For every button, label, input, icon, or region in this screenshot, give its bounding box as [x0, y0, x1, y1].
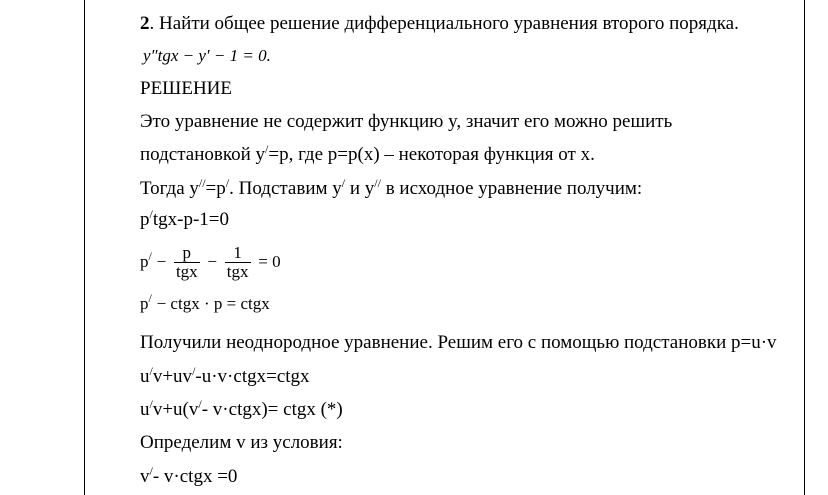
problem-equation: y″tgx − y′ − 1 = 0. — [143, 46, 271, 65]
paragraph-7: Получили неоднородное уравнение. Решим его с помощью подстановки p=u·v — [140, 332, 777, 353]
solution-header: РЕШЕНИЕ — [140, 78, 232, 99]
formula-1: p/ − $\frac{p}{\text{tgx}}$ − $\frac{1}{\text{tgx}}$ = 0 — [140, 243, 281, 282]
paragraph-3: Тогда y//=p/. Подставим y/ и y// в исходное уравнение получим: — [140, 176, 643, 199]
problem-number: 2 — [140, 13, 150, 34]
paragraph-2: подстановкой y/=p, где p=p(x) – некоторая функция от x. — [140, 142, 595, 165]
problem-statement — [140, 13, 739, 35]
fraction-1-over-tgx: $\frac{1}{\text{tgx}}$ — [226, 243, 249, 282]
paragraph-11: v/- v·ctgx =0 — [140, 464, 238, 487]
paragraph-4: p/tgx-p-1=0 — [140, 207, 229, 230]
problem-text: . Найти общее решение дифференциального уравнения второго порядка. — [149, 13, 739, 34]
paragraph-8: u/v+uv/-u·v·ctgx=ctgx — [140, 364, 310, 387]
paragraph-9: u/v+u(v/- v·ctgx)= ctgx (*) — [140, 397, 343, 420]
left-margin-rule — [84, 0, 85, 495]
formula-2: p/ − ctgx · p = ctgx — [140, 291, 270, 313]
paragraph-10: Определим v из условия: — [140, 432, 343, 453]
fraction-p-over-tgx: $\frac{p}{\text{tgx}}$ — [175, 243, 198, 282]
right-margin-rule — [804, 0, 805, 495]
paragraph-1: Это уравнение не содержит функцию y, значит его можно решить — [140, 111, 673, 132]
